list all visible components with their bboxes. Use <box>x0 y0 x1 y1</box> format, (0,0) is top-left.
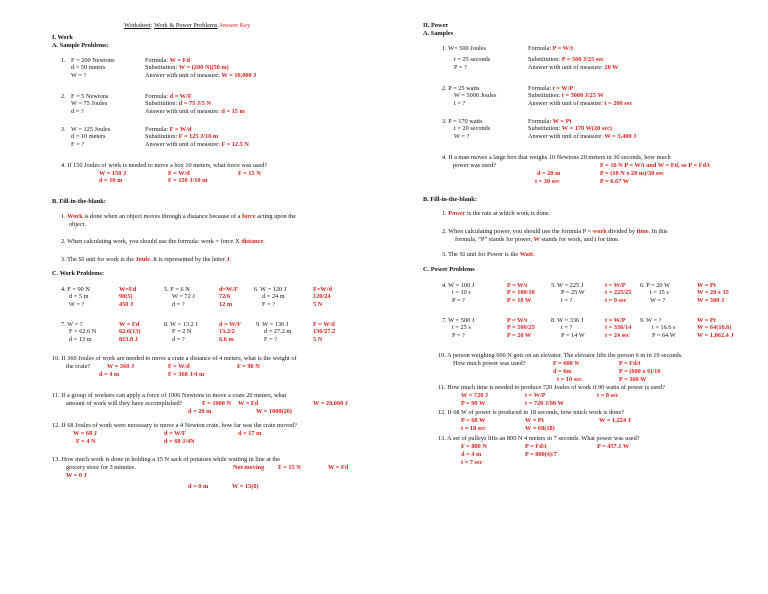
power-sample-4-answer: F = 10 N P = W/t and W = Fd, so P = Fd/t <box>600 162 710 169</box>
work-question-11-answer: F = 1000 N <box>202 400 232 407</box>
section-work-heading: I. Work <box>52 34 73 41</box>
power-problem-4-answer: P = W/t P = 100/10 P = 10 W <box>507 282 535 304</box>
power-sample-1-givens: 1. W= 500 Joules t = 25 seconds P = ? <box>442 45 491 71</box>
power-question-13: 13. A set of pulleys lifts an 800 N 4 meters in 7 seconds. What power was used? <box>438 435 640 442</box>
work-question-10-answer: d = 4 m <box>99 371 120 378</box>
power-question-12-answer: W = Pt <box>525 417 544 424</box>
work-problem-7: 7. W = ? F = 62.6 N d = 13 m <box>61 321 97 343</box>
work-problem-4: 4. F = 90 N d = 5 m W = ? <box>61 286 90 308</box>
power-problem-9: 9. W = ? t = 16.6 s P = 64 W <box>640 317 676 339</box>
work-question-13: 13. How much work is done in holding a 15 N sack of potatoes while waiting in line at the <box>52 456 281 463</box>
work-question-12-answer: d = W/F <box>164 430 187 437</box>
power-question-10: How much power was used? <box>453 360 526 367</box>
work-question-13-answer: W = 15(0) <box>232 483 259 490</box>
power-problem-7: 7. W = 500 J t = 25 s P = ? <box>442 317 475 339</box>
work-question-11: amount of work will they have accomplished? <box>66 400 183 407</box>
power-question-13-answer: P = Fd/t <box>525 443 547 450</box>
power-sample-4-answer: d = 20 m <box>537 170 561 177</box>
work-problem-4-answer: W=Fd 90(5) 450 J <box>119 286 137 308</box>
fill-in-blank-3: 3. The SI unit for work is the Joule. It is represented by the letter J. <box>61 256 232 263</box>
power-problem-8: 8. W = 336 J t = ? P = 14 W <box>551 317 585 339</box>
sample-1-work: Formula: W = Fd Substitution: W = (200 N)(50 m) Answer with unit of measure: W = 10,000 J <box>145 57 257 79</box>
power-question-10: 10. A person weighing 600 N gets on an elevator. The elevator lifts the person 6 m in 10 seconds. <box>438 352 683 359</box>
power-fill-in-blank-3: 3. The SI unit for Power is the Watt. <box>442 251 535 258</box>
power-problem-6: 6. P = 20 W t = 15 s W = ? <box>640 282 670 304</box>
work-question-13-answer: F = 15 N <box>278 464 301 471</box>
work-problem-6: 6. W = 120 J d = 24 m F = ? <box>254 286 287 308</box>
fill-in-blank-1: object. <box>69 221 86 228</box>
power-question-13-answer: F = 800 N <box>461 443 487 450</box>
section-power-heading: II. Power <box>423 22 449 29</box>
sample-4-answer: F = 15 N <box>238 170 261 177</box>
power-question-10-answer: t = 10 sec <box>557 376 582 383</box>
power-question-13-answer: t = 7 sec <box>461 459 483 466</box>
power-question-10-answer: P = (600 x 6)/10 <box>619 368 661 375</box>
power-question-12-answer: W = 1,224 J <box>599 417 631 424</box>
power-question-13-answer: P = 457.1 W <box>597 443 630 450</box>
power-fill-in-blank-1: 1. Power is the rate at which work is done. <box>442 210 551 217</box>
power-problem-5: 5. W = 225 J P = 25 W t = ? <box>551 282 585 304</box>
sample-4-question: 4. If 150 Joules of work is needed to move a box 10 meters, what force was used? <box>61 162 268 169</box>
work-question-13-answer: W = Fd <box>328 464 349 471</box>
work-question-12-answer: W = 68 J <box>73 430 97 437</box>
work-question-13: grocery store for 3 minutes. <box>66 464 136 471</box>
sample-3-work: Formula: F = W/d Substitution: F = 125 J/10 m Answer with unit of measure: F = 12.5 N <box>145 126 249 148</box>
work-question-12-answer: F = 4 N <box>76 438 96 445</box>
power-samples-heading: A. Samples <box>423 30 454 37</box>
power-sample-2-work: Formula: t = W/P Substitution: t = 5000 J/25 W Answer with unit of measure: t = 200 sec <box>528 85 633 107</box>
work-question-10: 10. If 360 Joules of work are needed to move a crate a distance of 4 meters, what is the weight of <box>52 355 297 362</box>
power-problem-5-answer: t = W/P t = 225/25 t = 9 sec <box>605 282 632 304</box>
sample-4-answer: W = 150 J <box>99 170 127 177</box>
work-question-11: 11. If a group of workers can apply a force of 1000 Newtons to move a crate 20 meters, what <box>52 392 287 399</box>
work-problem-9-answer: F = W/d 136/27.2 5 N <box>313 321 336 343</box>
power-sample-3-work: Formula: W = Pt Substitution: W = 170 W(20 sec) Answer with unit of measure: W = 3,400 J <box>528 118 637 140</box>
power-fill-in-blank-2: formula, “P” stands for power, W stands for work, and t for time. <box>455 236 620 243</box>
power-question-11-answer: t = 720 J/90 W <box>525 400 564 407</box>
power-question-10-answer: P = Fd/t <box>619 360 641 367</box>
power-problem-6-answer: W = Pt W = 20 x 15 W = 300 J <box>697 282 729 304</box>
power-question-11-answer: W = 720 J <box>461 392 489 399</box>
power-sample-1-work: Formula: P = W/t Substitution: P = 500 J/25 sec Answer with unit of measure: 20 W <box>528 45 619 71</box>
work-question-13-answer: Not moving <box>233 464 265 471</box>
work-problem-9: 9. W = 136 J d = 27.2 m F = ? <box>256 321 292 343</box>
sample-problems-heading: A. Sample Problems: <box>52 42 109 49</box>
work-question-11-answer: W = Fd <box>238 400 259 407</box>
power-question-12: 12. If 68 W of power is produced in 18 seconds, how much work is done? <box>438 409 625 416</box>
sample-4-answer: F = 150 J/10 m <box>168 177 208 184</box>
power-question-10-answer: P = 360 W <box>619 376 647 383</box>
power-question-11: 11. How much time is needed to produce 720 Joules of work if 90 watts of power is used? <box>438 384 665 391</box>
power-sample-3-givens: 3. P = 170 watts t = 20 seconds W = ? <box>442 118 491 140</box>
power-problem-4: 4. W = 100 J t = 10 s P = ? <box>442 282 475 304</box>
work-question-10-answer: W = 360 J <box>107 363 135 370</box>
work-question-13-answer: W = 0 J <box>66 472 87 479</box>
work-problem-8: 8. W = 13.2 J F = 2 N d = ? <box>164 321 198 343</box>
power-fill-in-blank-heading: B. Fill-in-the-blank: <box>423 196 477 203</box>
power-question-11-answer: P = 90 W <box>461 400 486 407</box>
power-problem-9-answer: W = Pt W = 64(16.6) W = 1,062.4 J <box>697 317 734 339</box>
work-question-12: 12. If 68 Joules of work were necessary to move a 4 Newton crate, how far was the crate moved? <box>52 422 297 429</box>
power-problem-8-answer: t = W/P t = 336/14 t = 24 sec <box>605 317 632 339</box>
power-question-12-answer: P = 68 W <box>461 417 486 424</box>
power-sample-4-question: 4. If a man moves a large box that weighs 10 Newtons 20 meters in 30 seconds, how much <box>442 154 671 161</box>
power-question-11-answer: t = W/P <box>525 392 546 399</box>
work-problems-heading: C. Work Problems: <box>52 270 105 277</box>
work-problem-5-answer: d=W/F 72/6 12 m <box>219 286 238 308</box>
sample-4-answer: F = W/d <box>168 170 190 177</box>
work-problem-5: 5. F = 6 N W = 72 J d = ? <box>164 286 195 308</box>
power-problems-heading: C. Power Problems <box>423 266 475 273</box>
work-problem-8-answer: d = W/F 13.2/2 6.6 m <box>219 321 242 343</box>
power-fill-in-blank-2: 2. When calculating power, you should use the formula P = work divided by time. In this <box>442 228 668 235</box>
power-sample-4-answer: P = (10 N x 20 m)/30 sec <box>600 170 664 177</box>
fill-in-blank-1: 1. Work is done when an object moves through a distance because of a force acting upon the <box>61 213 296 220</box>
power-question-13-answer: P = 800(4)/7 <box>525 451 557 458</box>
sample-4-answer: d = 10 m <box>99 177 123 184</box>
sample-2-work: Formula: d = W/F Substitution: d = 75 J/5 N Answer with unit of measure: d = 15 m <box>145 93 245 115</box>
fill-in-blank-2: 2. When calculating work, you should use the formula: work = force X distance. <box>61 238 265 245</box>
power-question-10-answer: d = 6m <box>553 368 572 375</box>
power-question-10-answer: F = 600 N <box>553 360 579 367</box>
work-question-10-answer: F = W/d <box>168 363 190 370</box>
fill-in-blank-heading: B. Fill-in-the-blank: <box>52 198 106 205</box>
power-question-13-answer: d = 4 m <box>461 451 482 458</box>
work-problem-7-answer: W = Fd 62.6(13) 813.8 J <box>119 321 141 343</box>
work-question-10-answer: F = 360 J/4 m <box>168 371 205 378</box>
work-question-11-answer: W = 20,000 J <box>313 400 348 407</box>
power-question-11-answer: t = 8 sec <box>597 392 619 399</box>
power-sample-2-givens: 2. P = 25 watts W = 5000 Joules t = ? <box>442 85 497 107</box>
power-sample-4-question: power was used? <box>453 162 497 169</box>
work-problem-6-answer: F=W/d 120/24 5 N <box>313 286 332 308</box>
power-sample-4-answer: t = 30 sec <box>535 178 560 185</box>
work-question-11-answer: W = 1000(20) <box>256 408 293 415</box>
power-sample-4-answer: P = 6.67 W <box>600 178 630 185</box>
worksheet-title: Worksheet: Work & Power Problems Answer Key <box>124 22 251 29</box>
work-question-10: the crate? <box>66 363 91 370</box>
work-question-12-answer: d = 17 m <box>238 430 262 437</box>
power-question-12-answer: W = 68(18) <box>525 425 555 432</box>
work-question-13-answer: d = 0 m <box>188 483 209 490</box>
work-question-10-answer: F = 90 N <box>237 363 260 370</box>
power-question-12-answer: t = 18 sec <box>461 425 486 432</box>
work-question-12-answer: d = 68 J/4N <box>164 438 195 445</box>
work-question-11-answer: d = 20 m <box>188 408 212 415</box>
power-problem-7-answer: P = W/t P = 500/25 P = 20 W <box>507 317 535 339</box>
